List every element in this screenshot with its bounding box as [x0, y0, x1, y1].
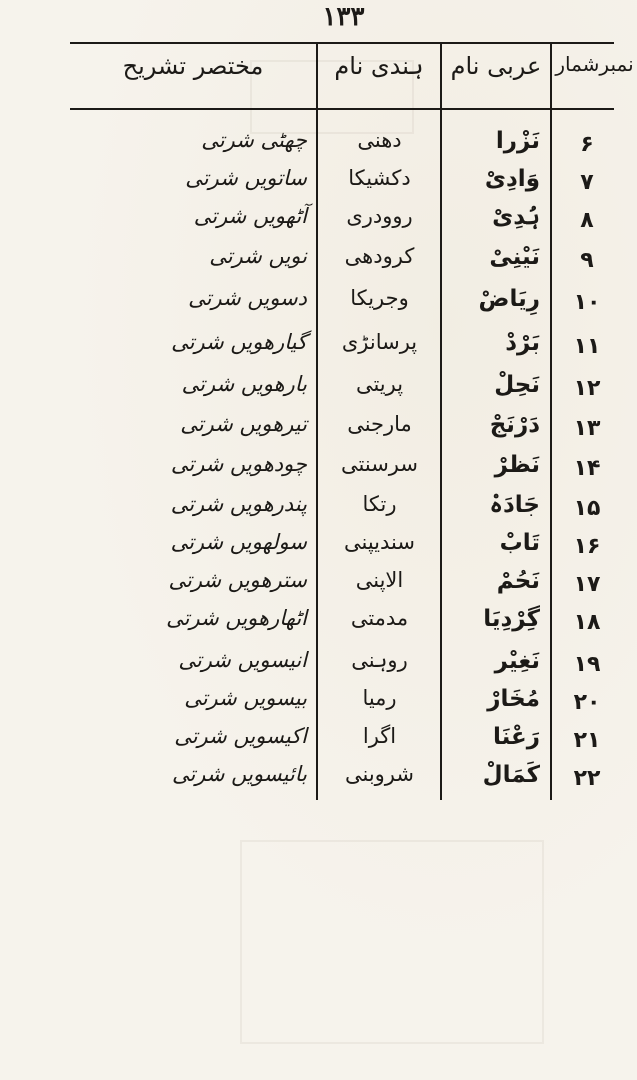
description-cell: بائیسویں شرتی [171, 762, 307, 786]
serial-cell: ۲۰ [573, 690, 601, 715]
table-row [0, 452, 637, 490]
hindi-name-cell: رمیا [362, 686, 397, 710]
description-cell: اکیسویں شرتی [174, 724, 307, 748]
serial-cell: ۸ [580, 208, 594, 233]
table-row [0, 492, 637, 530]
serial-cell: ۱۴ [573, 456, 601, 481]
serial-cell: ۲۱ [573, 728, 601, 753]
serial-cell: ۱۶ [573, 534, 601, 559]
description-cell: دسویں شرتی [188, 286, 307, 310]
arabic-name-cell: مُخَارْ [487, 686, 540, 712]
description-cell: چودھویں شرتی [170, 452, 307, 476]
description-cell: بیسویں شرتی [184, 686, 307, 710]
hindi-name-cell: پرسانڑی [341, 330, 418, 354]
arabic-name-cell: وَادِیْ [484, 166, 540, 192]
arabic-name-cell: نَزْرا [495, 128, 540, 154]
table-row [0, 724, 637, 762]
table-row [0, 244, 637, 282]
serial-cell: ۱۸ [573, 610, 601, 635]
serial-cell: ۱۱ [573, 334, 601, 359]
description-cell: انیسویں شرتی [178, 648, 307, 672]
serial-cell: ۷ [580, 170, 594, 195]
header-serial: نمبرشمار [555, 52, 634, 76]
table-row [0, 166, 637, 204]
arabic-name-cell: نَغِیْر [494, 648, 540, 674]
header-description: مختصر تشریح [122, 52, 264, 80]
serial-cell: ۹ [580, 248, 594, 273]
hindi-name-cell: الاپنی [355, 568, 404, 592]
serial-cell: ۱۹ [573, 652, 601, 677]
arabic-name-cell: تَابْ [499, 530, 540, 556]
table-row [0, 686, 637, 724]
description-cell: پندرھویں شرتی [170, 492, 307, 516]
hindi-name-cell: دکشیکا [348, 166, 411, 190]
hindi-name-cell: مدمتی [350, 606, 409, 630]
arabic-name-cell: ہُدِیْ [492, 204, 540, 230]
arabic-name-cell: نَحِلْ [494, 372, 540, 398]
table-row [0, 286, 637, 324]
serial-cell: ۱۲ [573, 376, 601, 401]
serial-cell: ۱۰ [573, 290, 601, 315]
hindi-name-cell: مارجنی [347, 412, 412, 436]
arabic-name-cell: نَیْنِیْ [489, 244, 540, 270]
hindi-name-cell: پریتی [355, 372, 404, 396]
arabic-name-cell: جَادَہْ [489, 492, 540, 518]
serial-cell: ۲۲ [573, 766, 601, 791]
serial-cell: ۶ [580, 132, 594, 157]
description-cell: چھٹی شرتی [201, 128, 307, 152]
description-cell: اٹھارھویں شرتی [166, 606, 307, 630]
arabic-name-cell: رِیَاضْ [478, 286, 540, 312]
table-row [0, 372, 637, 410]
arabic-name-cell: نَحُمْ [496, 568, 540, 594]
arabic-name-cell: بَرْدْ [505, 330, 540, 356]
description-cell: سترھویں شرتی [168, 568, 307, 592]
hindi-name-cell: روودری [346, 204, 413, 228]
hindi-name-cell: شروبنی [344, 762, 414, 786]
table-top-rule [70, 42, 614, 44]
hindi-name-cell: سرسنتی [341, 452, 418, 476]
table-row [0, 204, 637, 242]
header-hindi-name: ہندی نام [334, 52, 424, 80]
arabic-name-cell: گِرْدِیَا [483, 606, 540, 632]
hindi-name-cell: رتکا [362, 492, 397, 516]
table-row [0, 648, 637, 686]
arabic-name-cell: دَرْنَجْ [489, 412, 540, 438]
hindi-name-cell: روہنی [351, 648, 408, 672]
description-cell: گیارھویں شرتی [171, 330, 307, 354]
page-number: ۱۳۳ [322, 2, 365, 32]
hindi-name-cell: دھنی [357, 128, 402, 152]
description-cell: ساتویں شرتی [185, 166, 307, 190]
header-arabic-name: عربی نام [450, 52, 542, 80]
description-cell: بارھویں شرتی [181, 372, 307, 396]
table-row [0, 568, 637, 606]
table-row [0, 606, 637, 644]
table-row [0, 762, 637, 800]
serial-cell: ۱۵ [573, 496, 601, 521]
table-row [0, 412, 637, 450]
arabic-name-cell: رَعْنَا [493, 724, 540, 750]
description-cell: آٹھویں شرتی [193, 204, 307, 228]
hindi-name-cell: سندیپنی [344, 530, 415, 554]
table-row [0, 330, 637, 368]
table-row [0, 530, 637, 568]
hindi-name-cell: اگرا [362, 724, 397, 748]
hindi-name-cell: وجریکا [350, 286, 409, 310]
serial-cell: ۱۳ [573, 416, 601, 441]
table-row [0, 128, 637, 166]
description-cell: سولھویں شرتی [170, 530, 307, 554]
bleed-through-grid-bottom [240, 840, 544, 1044]
header-bottom-rule [70, 108, 614, 110]
arabic-name-cell: نَظرْ [494, 452, 540, 478]
description-cell: نویں شرتی [209, 244, 307, 268]
serial-cell: ۱۷ [573, 572, 601, 597]
hindi-name-cell: کرودھی [344, 244, 415, 268]
arabic-name-cell: کَمَالْ [482, 762, 540, 788]
description-cell: تیرھویں شرتی [180, 412, 307, 436]
